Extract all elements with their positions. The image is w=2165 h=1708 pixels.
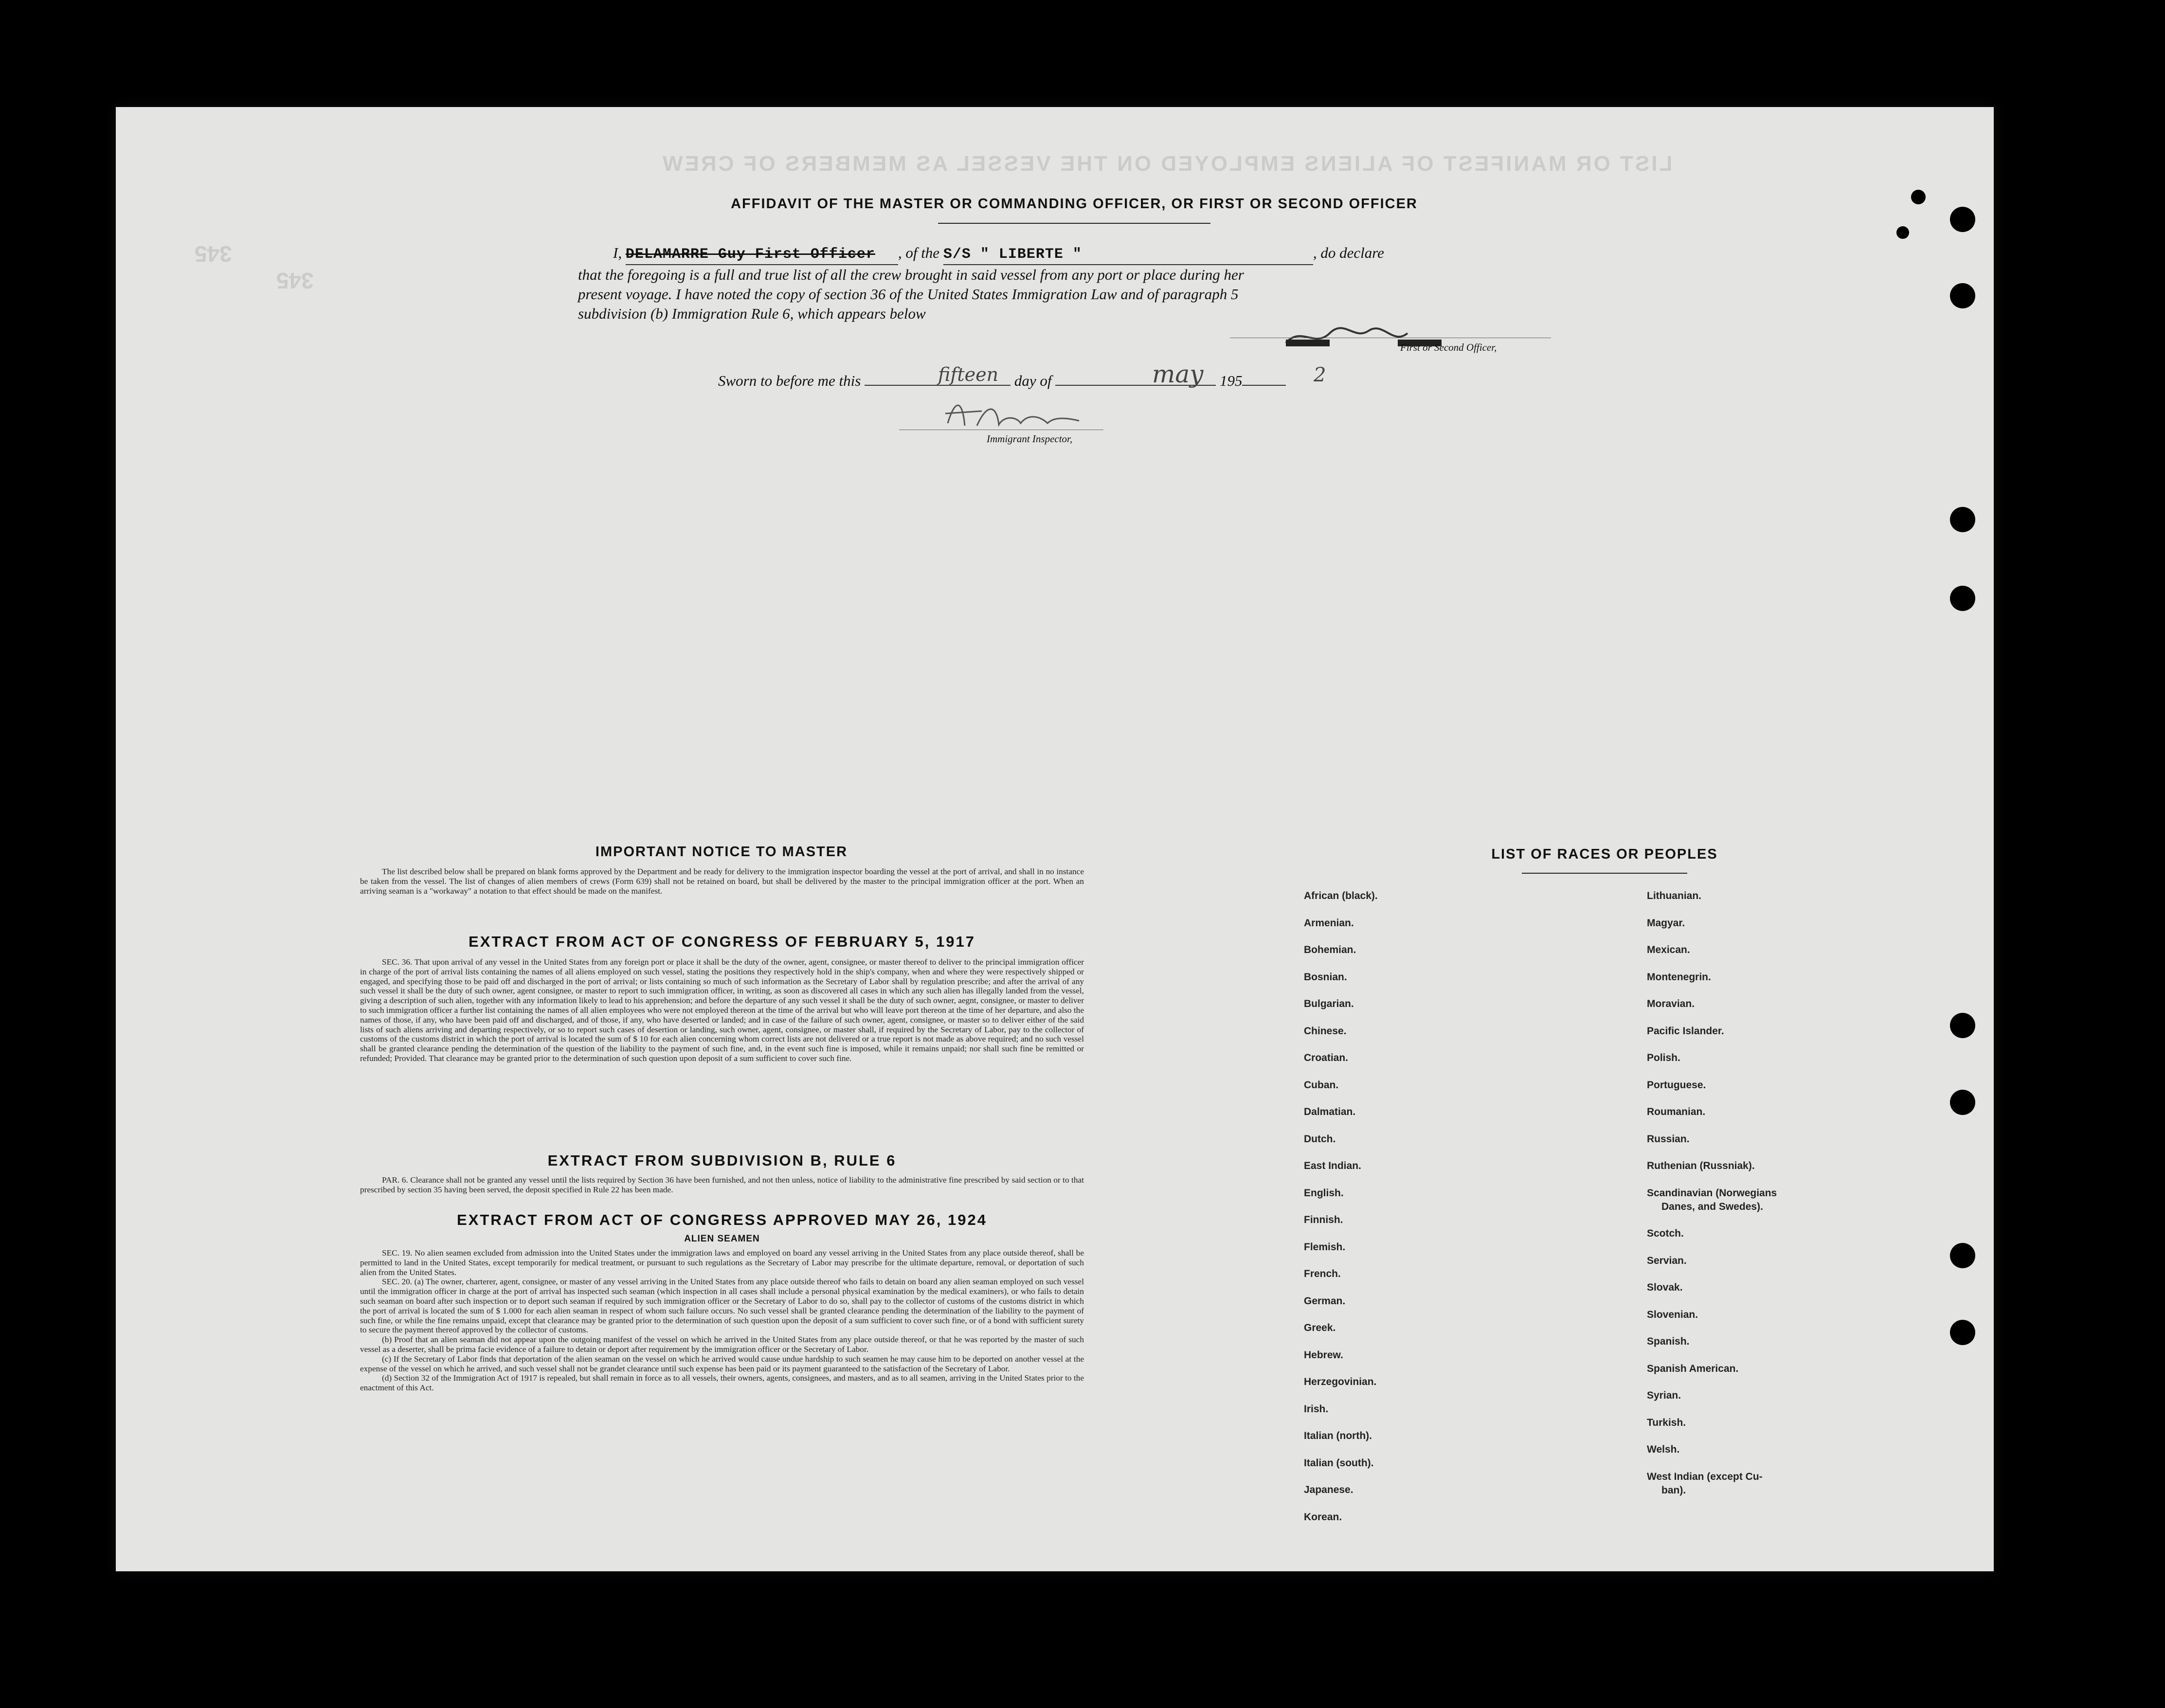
title-underline xyxy=(938,223,1210,224)
race-item: Scotch. xyxy=(1647,1228,1684,1239)
races-title: LIST OF RACES OR PEOPLES xyxy=(1491,846,1718,862)
race-item: Armenian. xyxy=(1304,917,1354,929)
rule-6-title: EXTRACT FROM SUBDIVISION B, RULE 6 xyxy=(547,1152,897,1169)
race-item: Magyar. xyxy=(1647,917,1685,929)
race-item: Croatian. xyxy=(1304,1052,1349,1063)
inspector-caption: Immigrant Inspector, xyxy=(987,433,1073,445)
race-item: German. xyxy=(1304,1295,1346,1307)
race-item: Spanish American. xyxy=(1647,1363,1739,1374)
punch-hole xyxy=(1911,190,1926,204)
affidavit-title: AFFIDAVIT OF THE MASTER OR COMMANDING OFFICER, OR FIRST OR SECOND OFFICER xyxy=(731,196,1418,212)
race-item: Bulgarian. xyxy=(1304,998,1354,1009)
officer-name-typed: DELAMARRE Guy First Officer xyxy=(625,246,875,263)
officer-caption: First or Second Officer, xyxy=(1400,342,1497,353)
race-item: Finnish. xyxy=(1304,1214,1343,1225)
race-item: Italian (north). xyxy=(1304,1430,1372,1441)
punch-hole xyxy=(1950,207,1975,232)
section-20b-paragraph: (b) Proof that an alien seaman did not appear upon the outgoing manifest of the vessel on which he arrived in the United States from any place outside thereof, or that he was reported by the master of such vessel as a deserter, shall be prima facie evidence of a failure to detain or deport after requirement by the immigration officer or the Secretary of Labor. xyxy=(360,1335,1084,1354)
vessel-name-typed: S/S " LIBERTE " xyxy=(943,246,1082,263)
race-item: African (black). xyxy=(1304,890,1378,901)
race-item: Montenegrin. xyxy=(1647,971,1711,983)
race-item: Herzegovinian. xyxy=(1304,1376,1377,1387)
section-20c-paragraph: (c) If the Secretary of Labor finds that deportation of the alien seaman on the vessel on which he arrived would cause undue hardship to such seamen he may cause him to be deported on another vessel at the expense of the vessel on which he arrived, and such vessel shall not be grandet clearance until such expense has been paid or its payment guaranteed to the satisfaction of the Secretary of Labor. xyxy=(360,1354,1084,1373)
race-item: Chinese. xyxy=(1304,1025,1347,1037)
affidavit-statement xyxy=(578,243,1609,324)
race-item: Hebrew. xyxy=(1304,1349,1343,1361)
punch-hole xyxy=(1896,226,1909,239)
race-item: Greek. xyxy=(1304,1322,1336,1333)
affidavit-line-3: present voyage. I have noted the copy of section 36 of the United States Immigration Law and of paragraph 5 xyxy=(578,286,1239,303)
sworn-label: Sworn to before me this xyxy=(718,372,861,389)
race-item: Turkish. xyxy=(1647,1417,1686,1428)
race-item: Syrian. xyxy=(1647,1390,1681,1401)
race-item: Polish. xyxy=(1647,1052,1680,1063)
race-item: Spanish. xyxy=(1647,1336,1690,1347)
race-item: Ruthenian (Russniak). xyxy=(1647,1160,1755,1171)
month-handwritten: may xyxy=(1152,360,1204,388)
notice-text xyxy=(360,867,1084,896)
punch-hole xyxy=(1950,283,1975,308)
race-item: Bosnian. xyxy=(1304,971,1347,983)
race-item: Welsh. xyxy=(1647,1444,1680,1455)
extract-1917-text xyxy=(360,957,1084,1063)
inspector-signature xyxy=(943,396,1089,431)
year-handwritten: 2 xyxy=(1314,364,1326,386)
races-title-underline xyxy=(1522,873,1687,874)
race-item: West Indian (except Cu- xyxy=(1647,1471,1763,1482)
bleed-through-header: LIST OR MANIFEST OF ALIENS EMPLOYED ON THE VESSEL AS MEMBERS OF CREW xyxy=(661,152,1673,176)
year-printed: 195 xyxy=(1219,372,1243,389)
section-36-paragraph: SEC. 36. That upon arrival of any vessel in the United States from any foreign port or place it shall be the duty of the owner, agent, consignee, or master thereof to deliver to the principal immigration officer in charge of the port of arrival lists containing the names of all aliens employed on such vessel, stating the positions they respectively hold in the ship's company, when and where they were respectively shipped or engaged, and specifying those to be paid off and discharged in the port of arrival; or lists containing so much of such information as the Secretary of Labor shall by regulation prescribe; and after the arrival of any such vessel it shall be the duty of such owner, agent consignee, or master to report to such immigration officer, in writing, as soon as discovered all cases in which any such alien has illegally landed from the vessel, giving a description of such alien, together with any information likely to lead to his apprehension; and before the departure of any such vessel it shall be the duty of such owner, aegnt, consignee, or master to deliver to such immigration officer a further list containing the names of all alien employees who were not employed thereon at the time of the arrival but who will leave port thereon at the time of her departure, and also the names of those, if any, who have been paid off and discharged, and of those, if any, who have deserted or landed; and in case of the failure of such owner, agent, consignee, or master so to deliver either of the said lists of such aliens arriving and departing respectively, or so to report such cases of desertion or landing, such owner, agent, consignee, or master shall, if required by the Secretary of Labor, pay to the collector of customs of the customs district in which the port of arrival is located the sum of $ 10 for each alien concerning whom correct lists are not delivered or a true report is not made as above required; and no such vessel shall be granted clearance pending the determination of the question of the liability to the payment of such fine, and, in the event such fine is imposed, while it remains unpaid; nor shall such fine be remitted or refunded; Provided. That clearance may be granted prior to the determination of such question upon deposit of a sum sufficient to cover such fine. xyxy=(360,957,1084,1063)
day-of-label: day of xyxy=(1014,372,1052,389)
officer-name-field xyxy=(626,243,898,265)
race-item: Portuguese. xyxy=(1647,1079,1706,1091)
punch-hole xyxy=(1950,1090,1975,1115)
race-item: Servian. xyxy=(1647,1255,1687,1266)
extract-1924-title: EXTRACT FROM ACT OF CONGRESS APPROVED MAY 26, 1924 xyxy=(457,1211,987,1228)
extract-1924-text xyxy=(360,1248,1084,1393)
race-item: Mexican. xyxy=(1647,944,1690,955)
do-declare-label: , do declare xyxy=(1313,244,1384,261)
race-item: Irish. xyxy=(1304,1403,1329,1415)
race-item: Korean. xyxy=(1304,1511,1342,1523)
punch-hole xyxy=(1950,1320,1975,1345)
race-item: Slovak. xyxy=(1647,1282,1683,1293)
race-item: Lithuanian. xyxy=(1647,890,1701,901)
i-label: I, xyxy=(613,244,622,261)
vessel-name-field xyxy=(943,243,1313,265)
race-item: Dutch. xyxy=(1304,1133,1336,1145)
race-item: Moravian. xyxy=(1647,998,1695,1009)
race-item: Dalmatian. xyxy=(1304,1106,1356,1117)
rule-6-text xyxy=(360,1175,1084,1195)
punch-hole xyxy=(1950,507,1975,532)
race-item: English. xyxy=(1304,1187,1344,1199)
race-item: Russian. xyxy=(1647,1133,1690,1145)
race-item: ban). xyxy=(1661,1484,1686,1496)
punch-hole xyxy=(1950,1243,1975,1268)
bleed-through-number-b: 345 xyxy=(276,268,314,293)
race-item: French. xyxy=(1304,1268,1341,1279)
race-item: East Indian. xyxy=(1304,1160,1361,1171)
race-item: Italian (south). xyxy=(1304,1457,1374,1469)
race-item: Danes, and Swedes). xyxy=(1661,1201,1763,1212)
year-field xyxy=(1242,385,1286,386)
rule-6-paragraph: PAR. 6. Clearance shall not be granted any vessel until the lists required by Section 36 have been furnished, and not then unless, notice of liability to the administrative fine prescribed by said section or to that prescribed by section 35 having been served, the deposit specified in Rule 22 has been made. xyxy=(360,1175,1084,1194)
affidavit-line-4: subdivision (b) Immigration Rule 6, which appears below xyxy=(578,305,926,322)
race-item: Scandinavian (Norwegians xyxy=(1647,1187,1777,1199)
race-item: Japanese. xyxy=(1304,1484,1353,1495)
punch-hole xyxy=(1950,1013,1975,1038)
affidavit-line-1 xyxy=(578,243,1609,265)
race-item: Cuban. xyxy=(1304,1079,1339,1091)
document-page xyxy=(116,107,1994,1571)
section-20d-paragraph: (d) Section 32 of the Immigration Act of 1917 is repealed, but shall remain in force as to all vessels, their owners, agents, consignees, and masters, and as to all seamen, arriving in the United States prior to the enactment of this Act. xyxy=(360,1373,1084,1393)
notice-paragraph: The list described below shall be prepared on blank forms approved by the Department and be ready for delivery to the immigration inspector boarding the vessel at the port of arrival, and shall in no instance be taken from the vessel. The list of changes of alien members of crews (Form 639) shall not be retained on board, but shall be delivered by the master to the principal immigration officer at the port. When an arriving seaman is a "workaway" a notation to that effect should be made on the manifest. xyxy=(360,867,1084,896)
notice-title: IMPORTANT NOTICE TO MASTER xyxy=(595,844,848,860)
race-item: Slovenian. xyxy=(1647,1309,1698,1320)
alien-seamen-subtitle: ALIEN SEAMEN xyxy=(684,1234,760,1244)
race-item: Bohemian. xyxy=(1304,944,1356,955)
of-the-label: , of the xyxy=(898,244,940,261)
race-item: Pacific Islander. xyxy=(1647,1025,1724,1037)
race-item: Flemish. xyxy=(1304,1241,1346,1253)
section-19-paragraph: SEC. 19. No alien seamen excluded from admission into the United States under the immigration laws and employed on board any vessel arriving in the United States from any place outside thereof, shall be permitted to land in the United States, except temporarily for medical treatment, or pursuant to such regulations as the Secretary of Labor may prescribe for the ultimate departure, removal, or deportation of such alien from the United States. xyxy=(360,1248,1084,1277)
bleed-through-number-a: 345 xyxy=(195,241,232,267)
race-item: Roumanian. xyxy=(1647,1106,1706,1117)
punch-hole xyxy=(1950,586,1975,611)
affidavit-line-2: that the foregoing is a full and true list of all the crew brought in said vessel from any port or place during her xyxy=(578,266,1244,283)
day-handwritten: fifteen xyxy=(938,364,999,385)
section-20a-paragraph: SEC. 20. (a) The owner, charterer, agent, consignee, or master of any vessel arriving in the United States from any place outside thereof who fails to detain on board any alien seaman employed on such vessel until the immigration officer in charge at the port of arrival has inspected such seaman (which inspection in all cases shall include a personal physical examination by the medical examiners), or who fails to detain such seaman on board after such inspection or to deport such seaman if required by such immigration officer or the Secretary of Labor to do so, shall pay to the collector of customs of the customs district in which the port of arrival is located the sum of $ 1.000 for each alien seaman in respect of whom such failure occurs. No such vessel shall be granted clearance pending the determination of the liability to the payment of such fine, or while the fine remains unpaid, except that clearance may be granted prior to the determination of such question upon the deposit of a sum sufficient to cover such fine, or of a bond with sufficient surety to secure the payment thereof approved by the collector of customs. xyxy=(360,1277,1084,1335)
extract-1917-title: EXTRACT FROM ACT OF CONGRESS OF FEBRUARY 5, 1917 xyxy=(469,933,975,950)
